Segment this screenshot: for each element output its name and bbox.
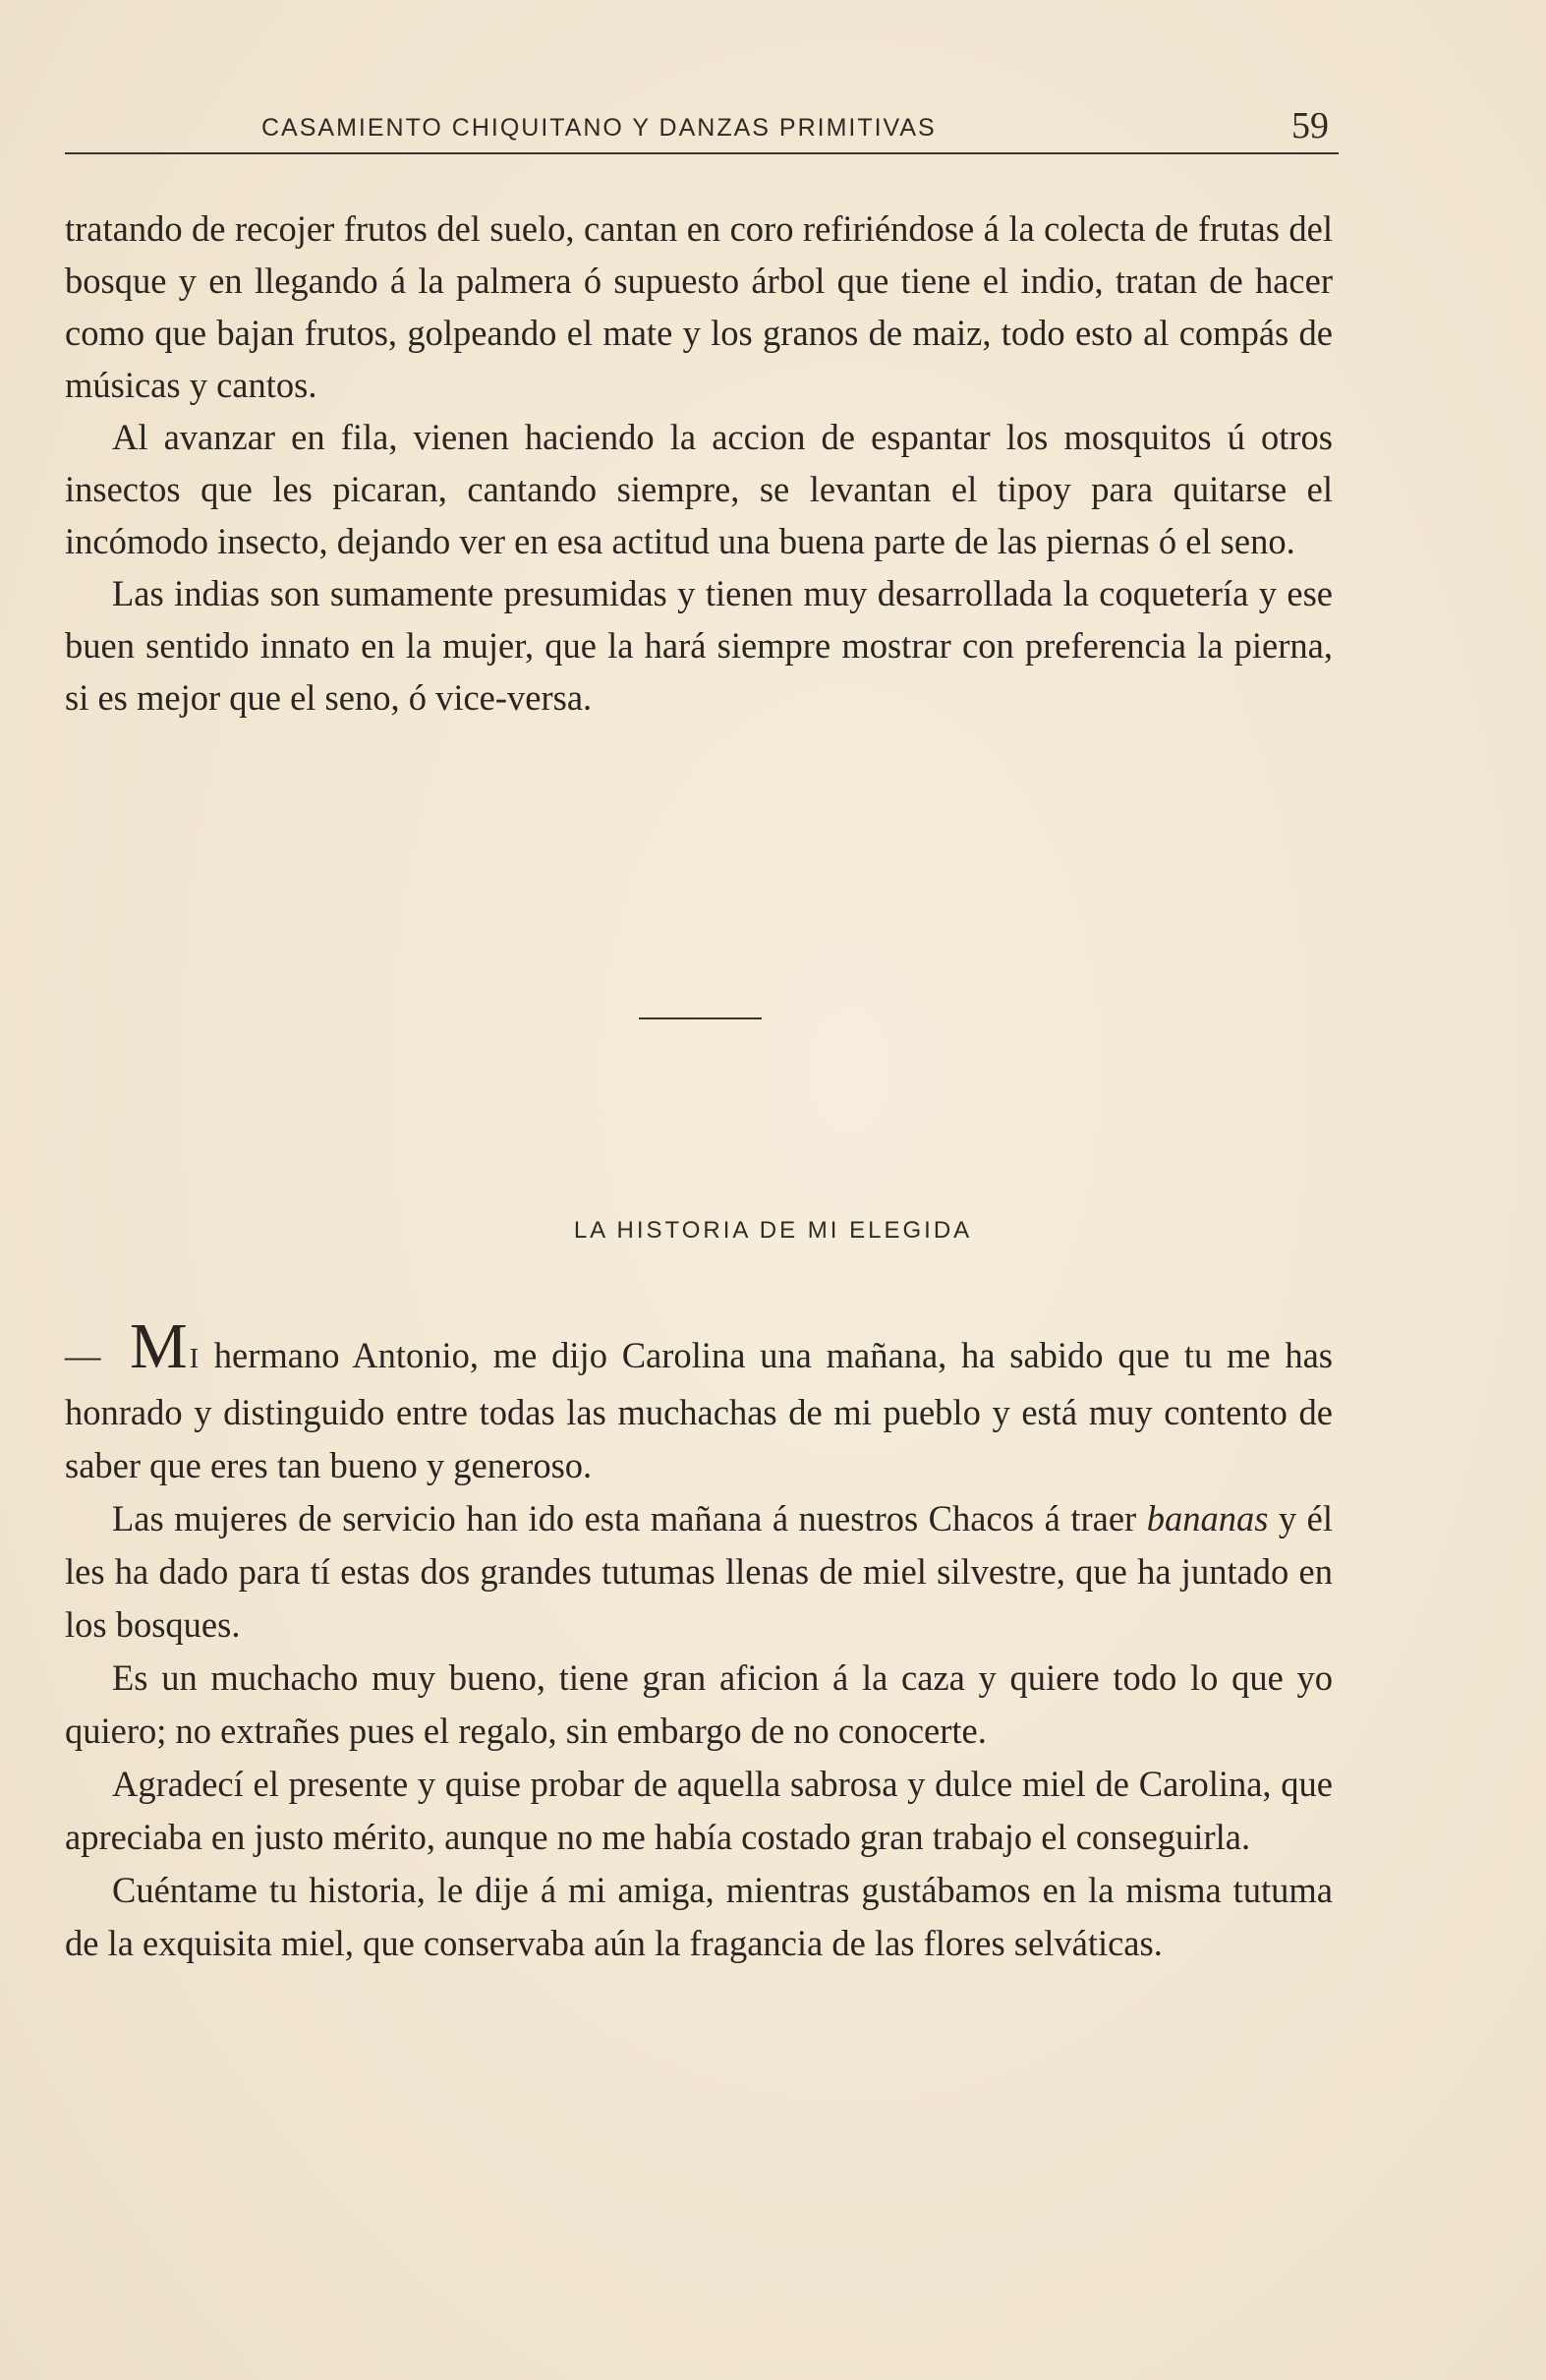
page-number: 59 (1291, 105, 1329, 146)
header-rule (65, 152, 1339, 154)
opening-paragraph (65, 1310, 1333, 1492)
paragraph: Las indias son sumamente presumidas y tienen muy desarrollada la coquetería y ese buen sentido innato en la mujer, que la hará siempre mostrar con preferencia la pierna, si es mejor que el seno, ó vice-versa. (65, 573, 1333, 718)
paragraph: Es un muchacho muy bueno, tiene gran aficion á la caza y quiere todo lo que yo quiero; no extrañes pues el regalo, sin embargo de no conocerte. (65, 1657, 1333, 1751)
running-head (65, 98, 1339, 157)
paragraph: tratando de recojer frutos del suelo, cantan en coro refiriéndose á la colecta de frutas del bosque y en llegando á la palmera ó supuesto árbol que tiene el indio, tratan de hacer como que bajan frutos, golpeando el mate y los granos de maiz, todo esto al compás de músicas y cantos. (65, 208, 1333, 405)
paragraph (65, 1492, 1333, 1652)
paragraph: Cuéntame tu historia, le dije á mi amiga, mientras gustábamos en la misma tutuma de la exquisita miel, que conservaba aún la fragancia de las flores selváticas. (65, 1870, 1333, 1963)
paragraph: Agradecí el presente y quise probar de aquella sabrosa y dulce miel de Carolina, que apreciaba en justo mérito, aunque no me había costado gran trabajo el conseguirla. (65, 1764, 1333, 1857)
section-one-text (65, 203, 1333, 724)
small-cap: I (189, 1344, 200, 1374)
opening-text: hermano Antonio, me dijo Carolina una mañana, ha sabido que tu me has honrado y distinguido entre todas las muchachas de mi pueblo y está muy contento de saber que eres tan bueno y generoso. (65, 1335, 1333, 1485)
section-two-text (65, 1310, 1333, 1970)
section-heading: LA HISTORIA DE MI ELEGIDA (573, 1217, 973, 1244)
paragraph-text: y él les ha dado para tí estas dos grandes tutumas llenas de miel silvestre, que ha juntado en los bosques. (65, 1498, 1333, 1645)
drop-cap: M (130, 1310, 188, 1382)
section-divider (639, 1017, 762, 1019)
running-title: CASAMIENTO CHIQUITANO Y DANZAS PRIMITIVAS (261, 114, 937, 142)
paragraph: Al avanzar en fila, vienen haciendo la accion de espantar los mosquitos ú otros insectos que les picaran, cantando siempre, se levantan el tipoy para quitarse el incómodo insecto, dejando ver en esa actitud una buena parte de las piernas ó el seno. (65, 417, 1333, 561)
paragraph-text: Las mujeres de servicio han ido esta mañana á nuestros Chacos á traer (112, 1498, 1147, 1538)
em-dash: — (65, 1335, 101, 1375)
italic-word: bananas (1146, 1498, 1269, 1538)
